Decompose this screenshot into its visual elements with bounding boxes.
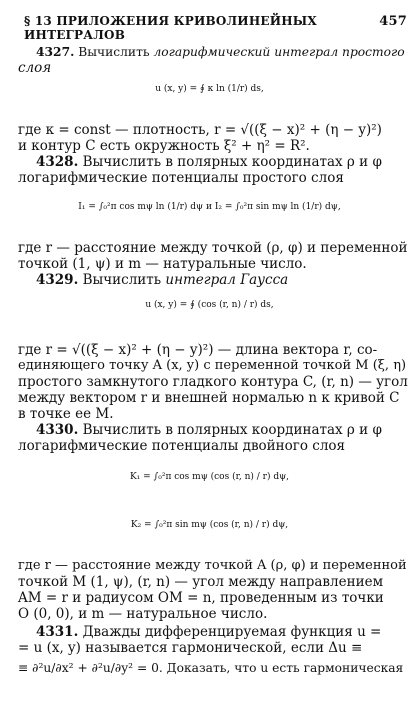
problem-number: 4327. [36,44,75,59]
problem-4328-text-3: точкой (1, ψ) и m — натуральные число. [18,256,307,272]
problem-4328-text-2: где r — расстояние между точкой (ρ, φ) и переменной [18,240,408,256]
section-title: § 13 ПРИЛОЖЕНИЯ КРИВОЛИНЕЙНЫХ ИНТЕГРАЛОВ [24,14,317,42]
formula-4328: I₁ = ∫₀²π cos mψ ln (1/r) dψ и I₂ = ∫₀²π sin mψ ln (1/r) dψ, [78,202,341,212]
problem-4329-text-4: между вектором r и внешней нормалью n к кривой C [18,390,400,406]
problem-4327-heading-cont: слоя [18,60,52,76]
problem-4330-text-1: логарифмические потенциалы двойного слоя [18,438,346,454]
page-number: 457 [379,14,407,29]
problem-lead: Вычислить [78,45,150,59]
problem-4327-text-1: где κ = const — плотность, r = √((ξ − x)² + (η − y)²) [18,122,382,138]
problem-4329-heading: 4329. Вычислить интеграл Гаусса [36,272,289,288]
problem-number: 4330. [36,422,79,438]
problem-4330-heading: 4330. Вычислить в полярных координатах ρ и φ [36,422,382,438]
problem-title: интеграл Гаусса [165,272,289,288]
problem-4329-text-3: простого замкнутого гладкого контура C, (r, n) — угол [18,374,408,390]
problem-4330-text-2: где r — расстояние между точкой A (ρ, φ) и переменной [18,558,407,573]
problem-number: 4329. [36,272,79,288]
formula-4327: u (x, y) = ∮ κ ln (1/r) ds, [155,84,264,94]
formula-4330-k2: K₂ = ∫₀²π sin mψ (cos (r, n) / r) dψ, [130,520,289,530]
problem-title: логарифмический интеграл простого [153,45,405,59]
problem-4330-text-3: точкой M (1, ψ), (r, n) — угол между направлением [18,574,384,590]
problem-4328-heading: 4328. Вычислить в полярных координатах ρ и φ [36,154,382,170]
problem-4330-text-5: O (0, 0), и m — натуральное число. [18,606,268,622]
problem-4329-text-1: где r = √((ξ − x)² + (η − y)²) — длина вектора r, со- [18,342,378,358]
problem-4329-text-5: в точке ее M. [18,406,114,422]
problem-4329-text-2: единяющего точку A (x, y) с переменной точкой M (ξ, η) [18,358,407,373]
problem-4331-text-2: ≡ ∂²u/∂x² + ∂²u/∂y² = 0. Доказать, что u есть гармоническая [18,661,404,675]
problem-number: 4328. [36,154,79,170]
problem-number: 4331. [36,624,79,640]
problem-4331-heading: 4331. Дважды дифференцируемая функция u = [36,624,382,640]
formula-4330-k1: K₁ = ∫₀²π cos mψ (cos (r, n) / r) dψ, [129,472,290,482]
problem-4331-text-1: = u (x, y) называется гармонической, если Δu ≡ [18,640,363,656]
problem-4330-text-4: AM = r и радиусом OM = n, проведенным из точки [18,590,384,606]
formula-4329: u (x, y) = ∮ (cos (r, n) / r) ds, [145,300,274,310]
problem-4328-text-1: логарифмические потенциалы простого слоя [18,170,344,186]
problem-4327-heading [36,44,406,60]
problem-4327-text-2: и контур C есть окружность ξ² + η² = R². [18,138,310,154]
running-header [24,14,407,42]
